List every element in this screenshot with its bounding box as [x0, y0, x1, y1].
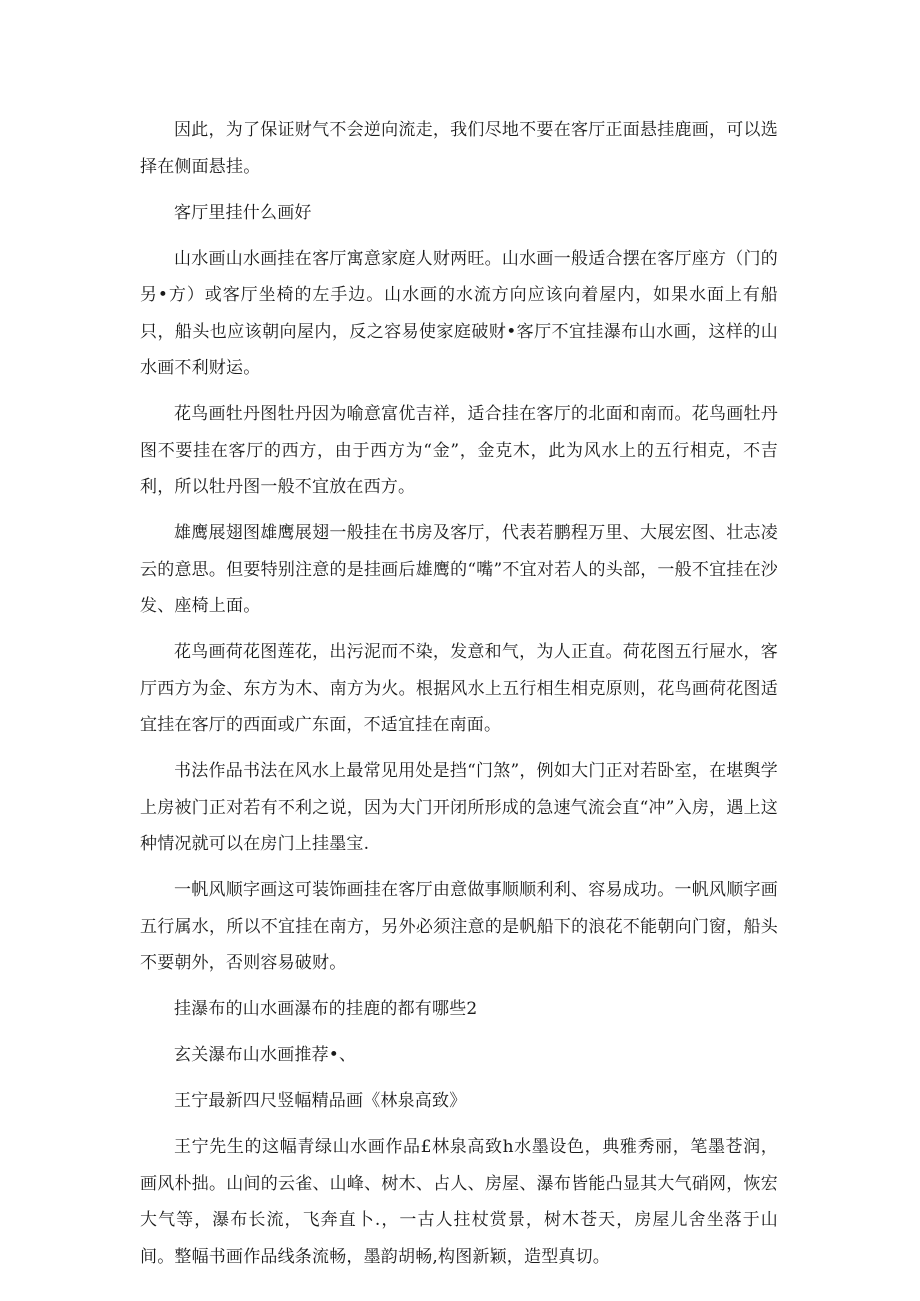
- paragraph: 花鸟画牡丹图牡丹因为喻意富优吉祥，适合挂在客厅的北面和南而。花鸟画牡丹图不要挂在客厅的西方，由于西方为“金”，金克木，此为风水上的五行相克，不吉利，所以牡丹图一般不宜放在西方。: [140, 404, 778, 497]
- section-heading: 玄关瀑布山水画推荐•、: [174, 1045, 357, 1065]
- paragraph: 山水画山水画挂在客厅寓意家庭人财两旺。山水画一般适合摆在客厅座方（门的另•方）或客厅坐椅的左手边。山水画的水流方向应该向着屋内，如果水面上有船只，船头也应该朝向屋内，反之容易使家庭破财•客厅不宜挂瀑布山水画，这样的山水画不利财运。: [140, 248, 778, 378]
- paragraph: 因此，为了保证财气不会逆向流走，我们尽地不要在客厅正面悬挂鹿画，可以选择在侧面悬挂。: [140, 120, 778, 177]
- paragraph: 一帆风顺字画这可装饰画挂在客厅由意做事顺顺利利、容易成功。一帆风顺字画五行属水，所以不宜挂在南方，另外必须注意的是帆船下的浪花不能朝向门窗，船头不要朝外，否则容易破财。: [140, 880, 778, 973]
- document-body: [140, 112, 778, 1285]
- section-heading: 客厅里挂什么画好: [174, 202, 312, 223]
- section-heading: 王宁最新四尺竖幅精品画《林泉高致》: [174, 1091, 467, 1111]
- paragraph: 书法作品书法在风水上最常见用处是挡“门煞”，例如大门正对若卧室，在堪舆学上房被门正对若有不利之说，因为大门开闭所形成的急速气流会直“冲”入房，遇上这种情况就可以在房门上挂墨宝.: [140, 761, 778, 854]
- paragraph: 花鸟画荷花图莲花，出污泥而不染，发意和气，为人正直。荷花图五行屉水，客厅西方为金、东方为木、南方为火。根据风水上五行相生相克原则，花鸟画荷花图适宜挂在客厅的西面或广东面，不适宜挂在南面。: [140, 642, 778, 735]
- paragraph: 王宁先生的这幅青绿山水画作品£林泉高致h水墨设色，典雅秀丽，笔墨苍润，画风朴拙。山间的云雀、山峰、树木、占人、房屋、瀑布皆能凸显其大气硝网，恢宏大气等，瀑布长流，飞奔直卜.，一古人拄杖赏景，树木苍天，房屋儿舍坐落于山间。整幅书画作品线条流畅，墨韵胡畅,构图新颖，造型真切。: [140, 1137, 778, 1267]
- paragraph: 雄鹰展翅图雄鹰展翅一般挂在书房及客厅，代表若鹏程万里、大展宏图、壮志凌云的意思。但要特别注意的是挂画后雄鹰的“嘴”不宜对若人的头部，一般不宜挂在沙发、座椅上面。: [140, 523, 778, 616]
- section-heading: 挂瀑布的山水画瀑布的挂鹿的都有哪些2: [174, 999, 478, 1019]
